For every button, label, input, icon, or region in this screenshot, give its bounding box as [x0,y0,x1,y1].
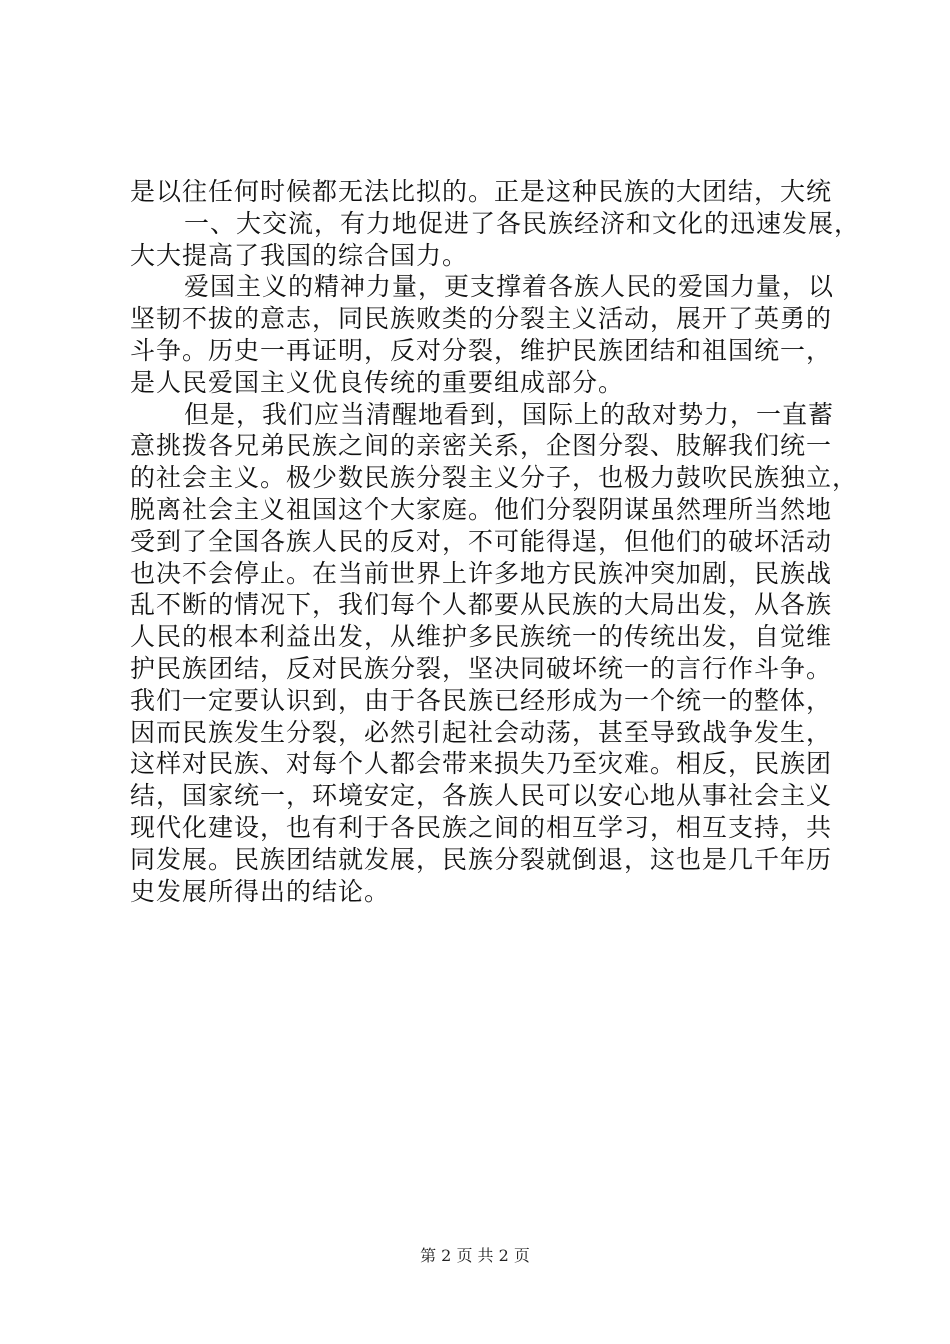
document-body [130,176,861,907]
text-line: 乱不断的情况下，我们每个人都要从民族的大局出发，从各族 [130,590,833,620]
text-line: 现代化建设，也有利于各民族之间的相互学习，相互支持，共 [130,812,833,842]
text-line: 但是，我们应当清醒地看到，国际上的敌对势力，一直蓄 [184,399,835,429]
text-line: 一、大交流，有力地促进了各民族经济和文化的迅速发展， [184,208,861,238]
text-line: 是以往任何时候都无法比拟的。正是这种民族的大团结，大统 [130,177,833,206]
text-line: 人民的根本利益出发，从维护多民族统一的传统出发，自觉维 [130,622,833,652]
text-line: 护民族团结，反对民族分裂，坚决同破坏统一的言行作斗争。 [130,653,833,683]
text-line: 爱国主义的精神力量，更支撑着各族人民的爱国力量，以 [184,272,835,302]
text-line: 结，国家统一，环境安定，各族人民可以安心地从事社会主义 [130,781,833,811]
text-line: 大大提高了我国的综合国力。 [130,240,469,270]
text-line: 也决不会停止。在当前世界上许多地方民族冲突加剧，民族战 [130,558,833,588]
text-line: 受到了全国各族人民的反对，不可能得逞，但他们的破坏活动 [130,526,833,556]
page-number-footer: 第 2 页 共 2 页 [420,1246,530,1265]
text-line: 史发展所得出的结论。 [130,876,391,906]
text-line: 这样对民族、对每个人都会带来损失乃至灾难。相反，民族团 [130,749,833,779]
text-line: 的社会主义。极少数民族分裂主义分子，也极力鼓吹民族独立， [130,463,859,493]
text-line: 同发展。民族团结就发展，民族分裂就倒退，这也是几千年历 [130,844,833,874]
text-line: 我们一定要认识到，由于各民族已经形成为一个统一的整体， [130,685,833,715]
text-line: 脱离社会主义祖国这个大家庭。他们分裂阴谋虽然理所当然地 [130,494,833,524]
text-line: 是人民爱国主义优良传统的重要组成部分。 [130,367,625,397]
text-line: 因而民族发生分裂，必然引起社会动荡，甚至导致战争发生， [130,717,833,747]
text-line: 斗争。历史一再证明，反对分裂，维护民族团结和祖国统一， [130,335,833,365]
text-line: 意挑拨各兄弟民族之间的亲密关系，企图分裂、肢解我们统一 [130,431,833,461]
text-line: 坚韧不拔的意志，同民族败类的分裂主义活动，展开了英勇的 [130,304,833,334]
